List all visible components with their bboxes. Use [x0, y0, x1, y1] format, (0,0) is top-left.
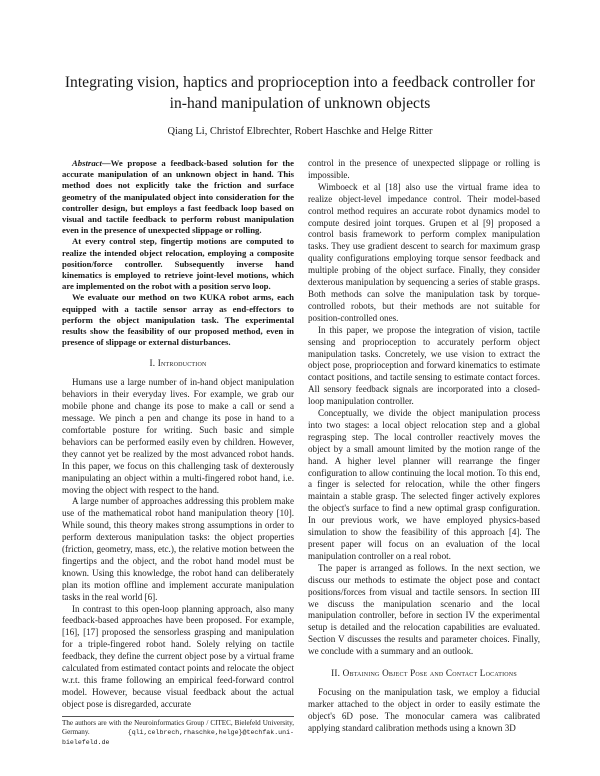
- abstract-paragraph-1: Abstract—We propose a feedback-based solution for the accurate manipulation of an unknown object in hand. This method does not explicitly take the friction and surface geometry of the manipulated object into consideration for the controller design, but employs a fast feedback loop based on visual and tactile feedback to perform robust manipulation even in the presence of unexpected slippage or rolling.: [62, 158, 294, 236]
- paper-authors: Qiang Li, Christof Elbrechter, Robert Haschke and Helge Ritter: [167, 126, 433, 137]
- section-number: II.: [331, 668, 341, 679]
- right-column: [308, 158, 540, 735]
- section-heading-object-pose: [308, 668, 540, 680]
- footnote-emails: {qli,celbrech,rhaschke,helge}@techfak.uni-bielefeld.de: [62, 728, 294, 746]
- section-heading-introduction: [62, 358, 294, 370]
- section-title: Introduction: [157, 358, 207, 369]
- intro-paragraph-3: In contrast to this open-loop planning approach, also many feedback-based approaches have been proposed. For example, [16], [17] proposed the sensorless grasping and manipulation for a triple-fingered robot hand. Solely relying on tactile feedback, they define the current object pose by a virtual frame calculated from estimated contact points and relocate the object w.r.t. this frame following an empirical feed-forward control model. However, because visual feedback about the actual object pose is disregarded, accurate: [62, 603, 294, 709]
- section-number: I.: [149, 358, 156, 369]
- author-footnote: [62, 716, 294, 748]
- intro-paragraph-5: In this paper, we propose the integration of vision, tactile sensing and proprioception to accurately perform object manipulation tasks. Concretely, we use vision to extract the object pose, proprioception and forward kinematics to estimate contact positions, and tactile sensing to estimate contact forces. All sensory feedback signals are incorporated into a closed-loop manipulation controller.: [308, 324, 540, 407]
- left-column: [62, 158, 294, 711]
- section-title: Obtaining Object Pose and Contact Locations: [342, 668, 517, 679]
- abstract: [62, 158, 294, 348]
- abstract-paragraph-2: At every control step, fingertip motions are computed to realize the intended object relocation, employing a composite position/force controller. Subsequently inverse hand kinematics is employed to retrieve joint-level motions, which are implemented on the robot with a position servo loop.: [62, 236, 294, 292]
- intro-paragraph-3-continued: control in the presence of unexpected slippage or rolling is impossible.: [308, 158, 540, 180]
- intro-paragraph-1: Humans use a large number of in-hand object manipulation behaviors in their everyday lives. For example, we grab our mobile phone and change its pose to make a call or send a message. We pinch a pen and change its pose in hand to a comfortable posture for writing. Such basic and simple behaviors can be performed easily even by children. However, they cannot yet be realized by the most advanced robot hands. In this paper, we focus on this challenging task of dexterously manipulating an object within a multi-fingered robot hand, i.e. moving the object with respect to the hand.: [62, 377, 294, 495]
- paper-title: Integrating vision, haptics and proprioception into a feedback controller for in-hand manipulation of unknown objects: [64, 74, 536, 112]
- intro-paragraph-6: Conceptually, we divide the object manipulation process into two stages: a local object relocation step and a global regrasping step. The local controller reactively moves the object by a small amount limited by the motion range of the hand. A higher level planner will rearrange the finger configuration to allow continuing the local motion. To this end, a finger is selected for relocation, while the other fingers maintain a stable grasp. The selected finger actively explores the object's surface to find a new optimal grasp configuration. In our previous work, we have employed physics-based simulation to show the feasibility of this approach [4]. The present paper will focus on an evaluation of the local manipulation controller on a real robot.: [308, 408, 540, 561]
- intro-paragraph-4: Wimboeck et al [18] also use the virtual frame idea to realize object-level impedance control. Their model-based control method requires an accurate robot dynamics model to compute desired joint torques. Grupen et al [9] proposed a control basis framework to perform complex manipulation tasks. They use gradient descent to search for maximum grasp quality configurations employing torque sensor feedback and multiple probing of the object surface. Finally, they consider dexterous manipulation by sequencing a series of stable grasps. Both methods can solve the manipulation task by torque-controlled robots, but their methods are not suitable for position-controlled ones.: [308, 181, 540, 323]
- abstract-text-1: We propose a feedback-based solution for the accurate manipulation of an unknown object in hand. This method does not explicitly take the friction and surface geometry of the manipulated object into consideration for the controller design, but employs a fast feedback loop based on visual and tactile feedback to perform robust manipulation even in the presence of unexpected slippage or rolling.: [62, 158, 294, 236]
- intro-paragraph-2: A large number of approaches addressing this problem make use of the mathematical robot hand manipulation theory [10]. While sound, this theory makes strong assumptions in order to perform dexterous manipulation tasks: the object properties (friction, geometry, mass, etc.), the relative motion between the fingertips and the object, and the robot hand model must be known. Using this knowledge, the robot hand can deliberately plan its motion offline and implement accurate manipulation tasks in the real world [6].: [62, 496, 294, 602]
- section2-paragraph-1: Focusing on the manipulation task, we employ a fiducial marker attached to the object in order to easily estimate the object's 6D pose. The monocular camera was calibrated applying standard calibration methods using a known 3D: [308, 686, 540, 733]
- abstract-lead: Abstract: [72, 158, 102, 168]
- footnote-text: The authors are with the Neuroinformatics Group / CITEC, Bielefeld University, Germany.: [62, 719, 294, 736]
- abstract-paragraph-3: We evaluate our method on two KUKA robot arms, each equipped with a tactile sensor array as end-effectors to perform the object manipulation task. The experimental results show the feasibility of our proposed method, even in presence of slippage or external disturbances.: [62, 292, 294, 348]
- intro-paragraph-7: The paper is arranged as follows. In the next section, we discuss our methods to estimate the object pose and contact positions/forces from visual and tactile sensors. In section III we discuss the manipulation scenario and the local manipulation controller, before in section IV the experimental setup is detailed and the relocation capabilities are evaluated. Section V discusses the results and parameter choices. Finally, we conclude with a summary and an outlook.: [308, 562, 540, 657]
